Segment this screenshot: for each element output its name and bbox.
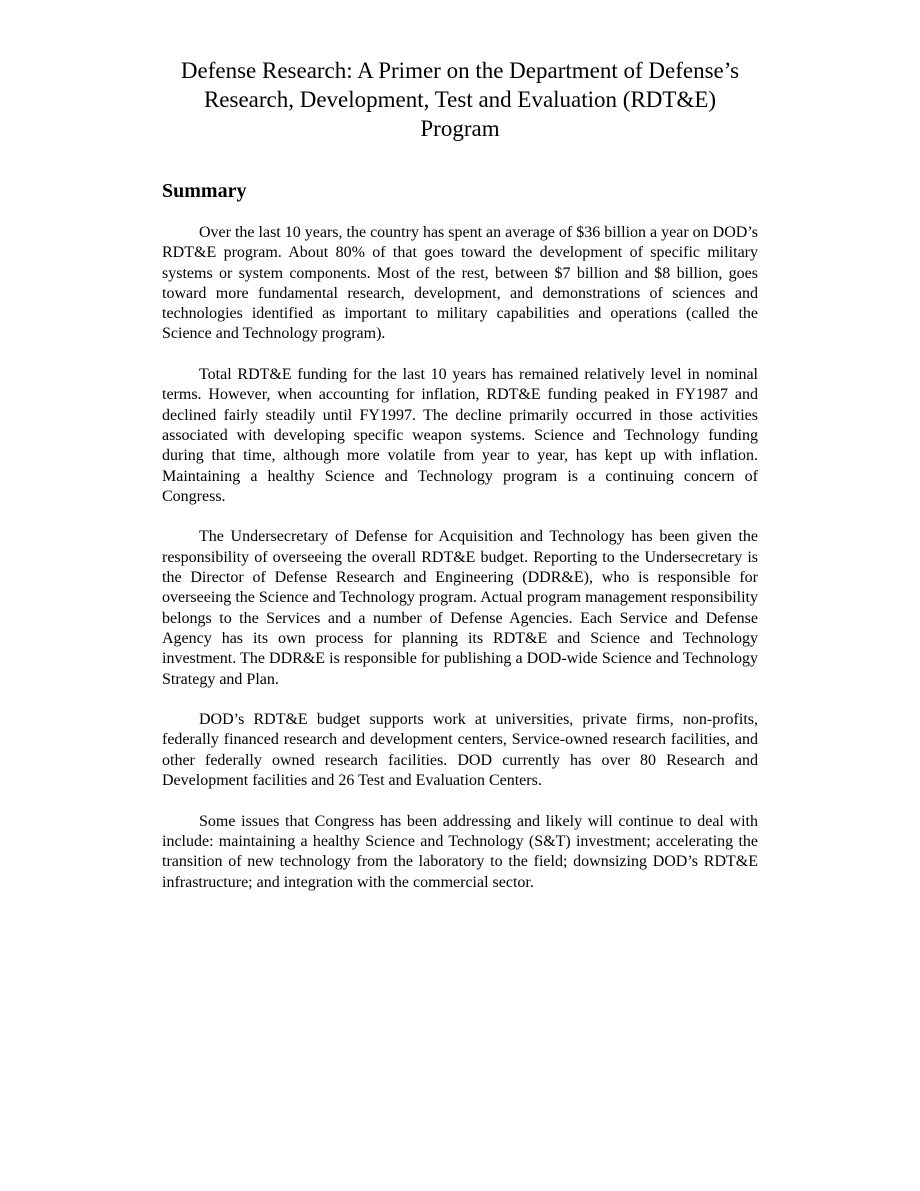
- paragraph-performers: DOD’s RDT&E budget supports work at universities, private firms, non-profits, federally financed research and development centers, Service-owned research facilities, and other federally owned research facilities. DOD currently has over 80 Research and Development facilities and 26 Test and Evaluation Centers.: [162, 711, 758, 790]
- document-title: [150, 56, 770, 143]
- section-heading-summary: Summary: [162, 180, 247, 202]
- title-line-3: Program: [420, 116, 500, 141]
- title-line-2: Research, Development, Test and Evaluation (RDT&E): [203, 87, 717, 112]
- paragraph-oversight: The Undersecretary of Defense for Acquisition and Technology has been given the responsibility of overseeing the overall RDT&E budget. Reporting to the Undersecretary is the Director of Defense Research and Engineering (DDR&E), who is responsible for overseeing the Science and Technology program. Actual program management responsibility belongs to the Services and a number of Defense Agencies. Each Service and Defense Agency has its own process for planning its RDT&E and Science and Technology investment. The DDR&E is responsible for publishing a DOD-wide Science and Technology Strategy and Plan.: [162, 528, 758, 688]
- summary-body: [162, 223, 758, 913]
- paragraph-funding-overview: Over the last 10 years, the country has spent an average of $36 billion a year on DOD’s RDT&E program. About 80% of that goes toward the development of specific military systems or system components. Most of the rest, between $7 billion and $8 billion, goes toward more fundamental research, development, and demonstrations of sciences and technologies identified as important to military capabilities and operations (called the Science and Technology program).: [162, 224, 758, 343]
- paragraph-issues: Some issues that Congress has been addressing and likely will continue to deal with include: maintaining a healthy Science and Technology (S&T) investment; accelerating the transition of new technology from the laboratory to the field; downsizing DOD’s RDT&E infrastructure; and integration with the commercial sector.: [162, 812, 758, 891]
- paragraph-funding-trends: Total RDT&E funding for the last 10 years has remained relatively level in nominal terms. However, when accounting for inflation, RDT&E funding peaked in FY1987 and declined fairly steadily until FY1997. The decline primarily occurred in those activities associated with developing specific weapon systems. Science and Technology funding during that time, although more volatile from year to year, has kept up with inflation. Maintaining a healthy Science and Technology program is a continuing concern of Congress.: [162, 366, 758, 505]
- title-line-1: Defense Research: A Primer on the Department of Defense’s: [180, 58, 740, 83]
